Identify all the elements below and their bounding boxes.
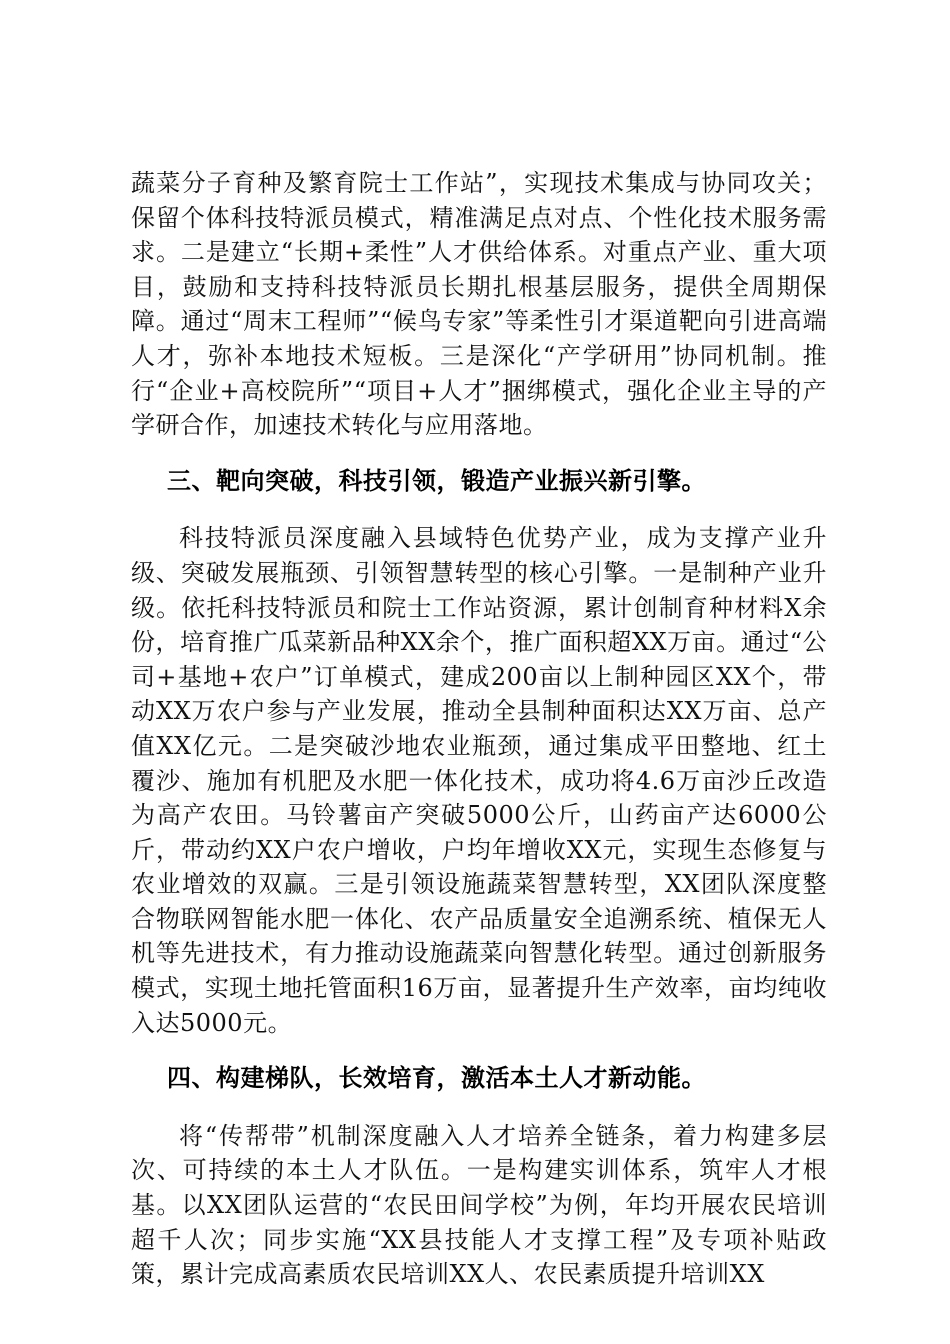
paragraph-3: 将“传帮带”机制深度融入人才培养全链条，着力构建多层次、可持续的本土人才队伍。一是构建实训体系，筑牢人才根基。以XX团队运营的“农民田间学校”为例，年均开展农民培训超千人次；同步实施“XX县技能人才支撑工程”及专项补贴政策，累计完成高素质农民培训XX人、农民素质提升培训XX [131, 1121, 827, 1289]
spacer [131, 1040, 827, 1061]
paragraph-2: 科技特派员深度融入县域特色优势产业，成为支撑产业升级、突破发展瓶颈、引领智慧转型的核心引擎。一是制种产业升级。依托科技特派员和院士工作站资源，累计创制育种材料X余份，培育推广瓜菜新品种XX余个，推广面积超XX万亩。通过“公司+基地+农户”订单模式，建成200亩以上制种园区XX个，带动XX万农户参与产业发展，推动全县制种面积达XX万亩、总产值XX亿元。二是突破沙地农业瓶颈，通过集成平田整地、红土覆沙、施加有机肥及水肥一体化技术，成功将4.6万亩沙丘改造为高产农田。马铃薯亩产突破5000公斤，山药亩产达6000公斤，带动约XX户农户增收，户均年增收XX元，实现生态修复与农业增效的双赢。三是引领设施蔬菜智慧转型，XX团队深度整合物联网智能水肥一体化、农产品质量安全追溯系统、植保无人机等先进技术，有力推动设施蔬菜向智慧化转型。通过创新服务模式，实现土地托管面积16万亩，显著提升生产效率，亩均纯收入达5000元。 [131, 524, 827, 1037]
spacer [131, 1096, 827, 1119]
spacer [131, 498, 827, 521]
section-heading-3: 三、靶向突破，科技引领，锻造产业振兴新引擎。 [167, 466, 706, 495]
spacer [131, 443, 827, 464]
paragraph-1: 蔬菜分子育种及繁育院士工作站”，实现技术集成与协同攻关；保留个体科技特派员模式，精准满足点对点、个性化技术服务需求。二是建立“长期+柔性”人才供给体系。对重点产业、重大项目，鼓励和支持科技特派员长期扎根基层服务，提供全周期保障。通过“周末工程师”“候鸟专家”等柔性引才渠道靶向引进高端人才，弥补本地技术短板。三是深化“产学研用”协同机制。推行“企业+高校院所”“项目+人才”捆绑模式，强化企业主导的产学研合作，加速技术转化与应用落地。 [131, 169, 827, 440]
document-body [131, 166, 827, 1292]
section-heading-4: 四、构建梯队，长效培育，激活本土人才新动能。 [167, 1064, 706, 1093]
